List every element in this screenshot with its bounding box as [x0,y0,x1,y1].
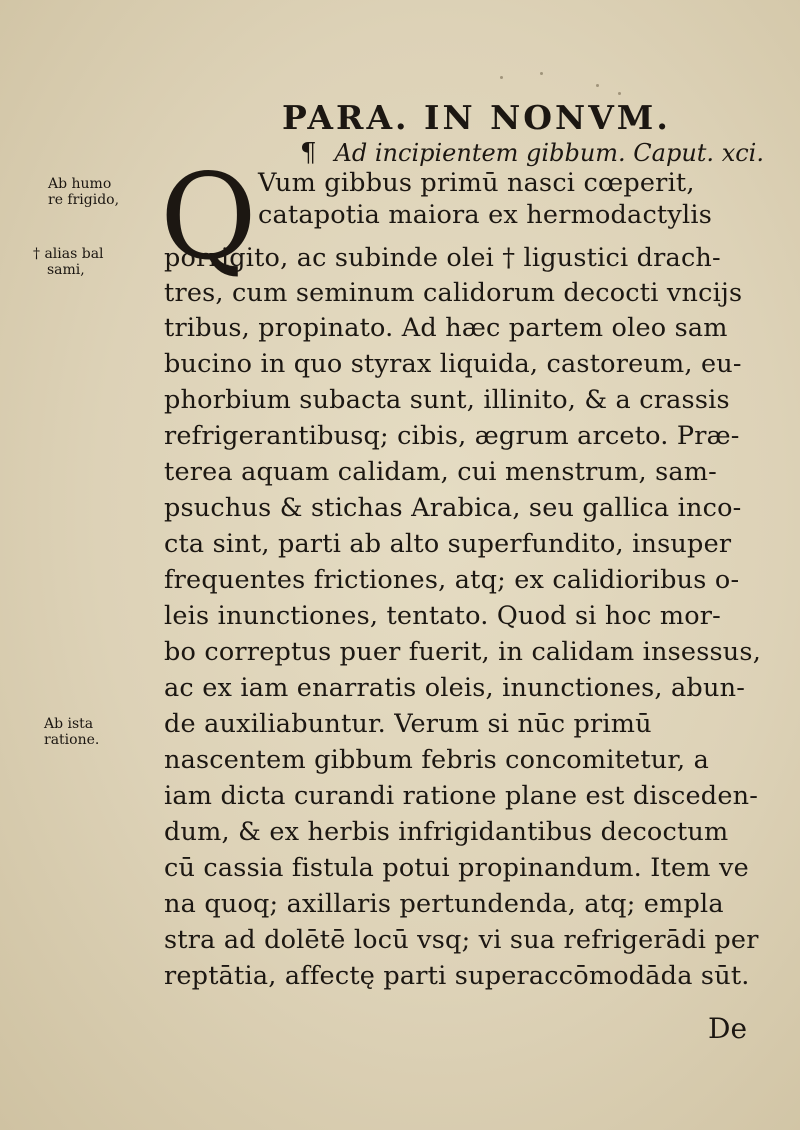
running-head: PARA. IN NONVM. [282,98,671,137]
text-line: phorbium subacta sunt, illinito, & a crassis [164,385,730,415]
text-line: cū cassia fistula potui propinandum. Item ve [164,853,749,883]
margin-note-line: ratione. [44,732,100,749]
text-line: bo correptus puer fuerit, in calidam insessus, [164,637,761,667]
text-line: stra ad dolētē locū vsq; vi sua refrigerādi per [164,925,759,955]
text-line: frequentes frictiones, atq; ex calidioribus o- [164,565,740,595]
text-line: tribus, propinato. Ad hæc partem oleo sam [164,313,728,343]
text-line: iam dicta curandi ratione plane est disceden- [164,781,759,811]
paper-speck [540,72,543,75]
text-line: psuchus & stichas Arabica, seu gallica inco- [164,493,742,523]
text-line: bucino in quo styrax liquida, castoreum, eu- [164,349,742,379]
text-line: Vum gibbus primū nasci cœperit, [258,168,695,198]
paper-speck [500,76,503,79]
text-line: na quoq; axillaris pertundenda, atq; empla [164,889,724,919]
paper-speck [618,92,621,95]
text-line: porrigito, ac subinde olei † ligustici drach- [164,243,721,273]
catchword: De [708,1012,748,1045]
margin-note-line: † alias bal [33,246,104,262]
text-line: nascentem gibbum febris concomitetur, a [164,745,709,775]
text-line: dum, & ex herbis infrigidantibus decoctum [164,817,729,847]
chapter-title: Ad incipientem gibbum. Caput. xci. [334,139,764,167]
text-line: refrigerantibusq; cibis, ægrum arceto. Præ- [164,421,740,451]
margin-note [33,246,104,278]
margin-note [44,716,99,748]
text-line: catapotia maiora ex hermodactylis [258,200,712,230]
text-line: reptātia, affectę parti superaccōmodāda sūt. [164,961,750,991]
margin-note [48,176,119,208]
margin-note-line: Ab ista [44,716,94,732]
pilcrow-icon: ¶ [300,138,317,168]
paper-speck [596,84,599,87]
text-line: cta sint, parti ab alto superfundito, insuper [164,529,732,559]
chapter-heading [300,138,764,168]
text-line: leis inunctiones, tentato. Quod si hoc mor- [164,601,721,631]
text-line: de auxiliabuntur. Verum si nūc primū [164,709,652,739]
text-line: ac ex iam enarratis oleis, inunctiones, abun- [164,673,746,703]
text-line: tres, cum seminum calidorum decocti vncijs [164,278,743,308]
text-line: terea aquam calidam, cui menstrum, sam- [164,457,717,487]
margin-note-line: sami, [47,262,85,279]
drop-initial: Q [160,148,257,286]
margin-note-line: re frigido, [48,192,120,209]
margin-note-line: Ab humo [48,176,112,192]
